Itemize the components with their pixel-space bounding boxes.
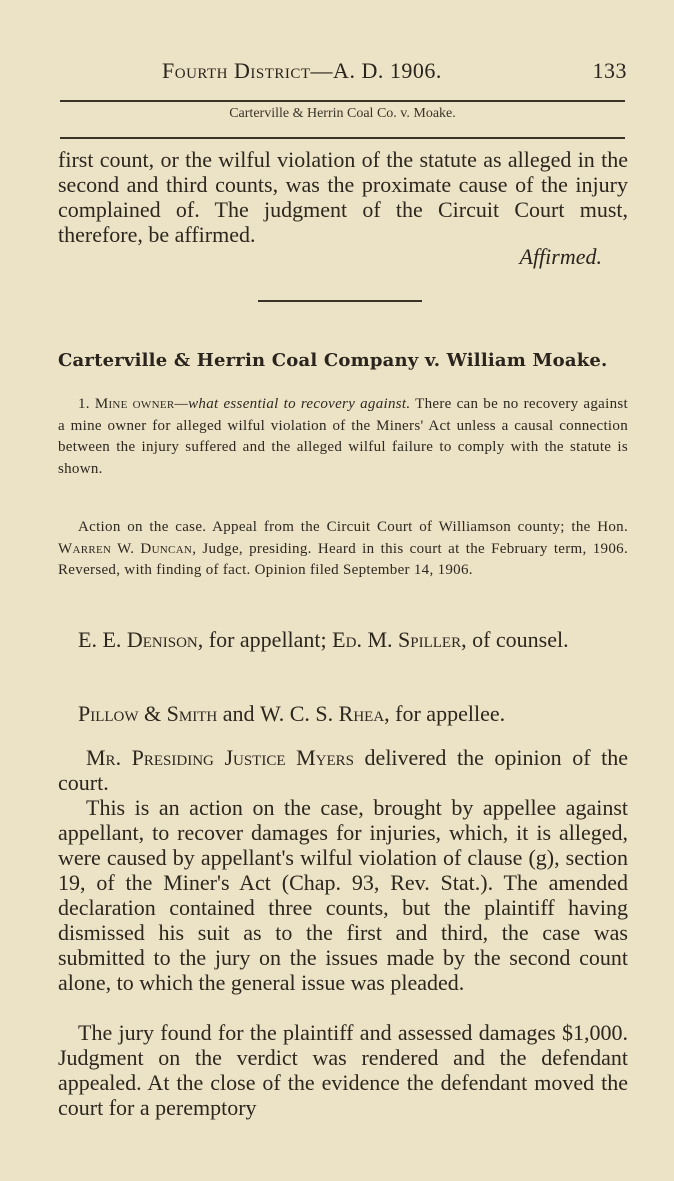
header-rule-bottom	[60, 137, 625, 139]
opinion-judge: Mr. Presiding Justice Myers	[86, 745, 354, 770]
action-judge: Warren W. Duncan	[58, 540, 193, 557]
headnote-text: There can be no recovery against a mine owner for alleged wilful violation of the Miners' Act unless a causal connection between the injury suffered and the alleged wilful failure to comply with the statute is shown.	[58, 396, 628, 477]
opinion-heading	[58, 745, 628, 795]
appellant-mid: , for appellant;	[197, 627, 333, 652]
headnote-topic: Mine owner	[94, 396, 175, 412]
previous-opinion-end: first count, or the wilful violation of the statute as alleged in the second and third counts, was the proximate cause of the injury complained of. The judgment of the Circuit Court must, therefore, be affirmed.	[58, 147, 628, 247]
appellant-of-counsel: Ed. M. Spiller	[332, 627, 462, 652]
action-part1: Action on the case. Appeal from the Circuit Court of Williamson county; the Hon.	[78, 519, 628, 535]
opinion-paragraph-1: This is an action on the case, brought by appellee against appellant, to recover damages for injuries, which, it is alleged, were caused by appellant's wilful violation of clause (g), section 19, of the Miner's Act (Chap. 93, Rev. Stat.). The amended declaration contained three counts, but the plaintiff having dismissed his suit as to the first and third, the case was submitted to the jury on the issues made by the second count alone, to which the general issue was pleaded.	[58, 795, 628, 995]
counsel-appellant	[58, 627, 628, 652]
appellee-end: , for appellee.	[384, 701, 506, 726]
headnote	[58, 394, 628, 480]
page-number: 133	[592, 58, 627, 83]
case-running-line: Carterville & Herrin Coal Co. v. Moake.	[229, 106, 456, 121]
section-divider	[258, 300, 422, 302]
affirmed-label: Affirmed.	[519, 244, 602, 269]
counsel-appellee	[58, 701, 628, 726]
opinion-delivered: delivered the opinion of the court.	[58, 745, 628, 795]
appellee-attorney: W. C. S. Rhea	[260, 701, 385, 726]
running-head-title: Fourth District—A. D. 1906.	[162, 58, 442, 83]
case-title: Carterville & Herrin Coal Company v. William Moake.	[58, 350, 608, 371]
header-rule-top	[60, 100, 625, 102]
action-statement	[58, 517, 628, 582]
opinion-paragraph-2: The jury found for the plaintiff and assessed damages $1,000. Judgment on the verdict was rendered and the defendant appealed. At the close of the evidence the defendant moved the court for a peremptory	[58, 1020, 628, 1120]
appellant-end: , of counsel.	[461, 627, 569, 652]
appellant-attorney: E. E. Denison	[78, 627, 198, 652]
action-part2: , Judge, presiding. Heard in this court at the February term, 1906. Reversed, with finding of fact. Opinion filed September 14, 1906.	[58, 540, 628, 578]
running-head	[162, 58, 627, 84]
appellee-firm: Pillow & Smith	[78, 701, 218, 726]
appellee-mid: and	[217, 701, 260, 726]
headnote-subtopic: —what essential to recovery against.	[174, 396, 411, 412]
headnote-number: 1.	[78, 396, 90, 412]
